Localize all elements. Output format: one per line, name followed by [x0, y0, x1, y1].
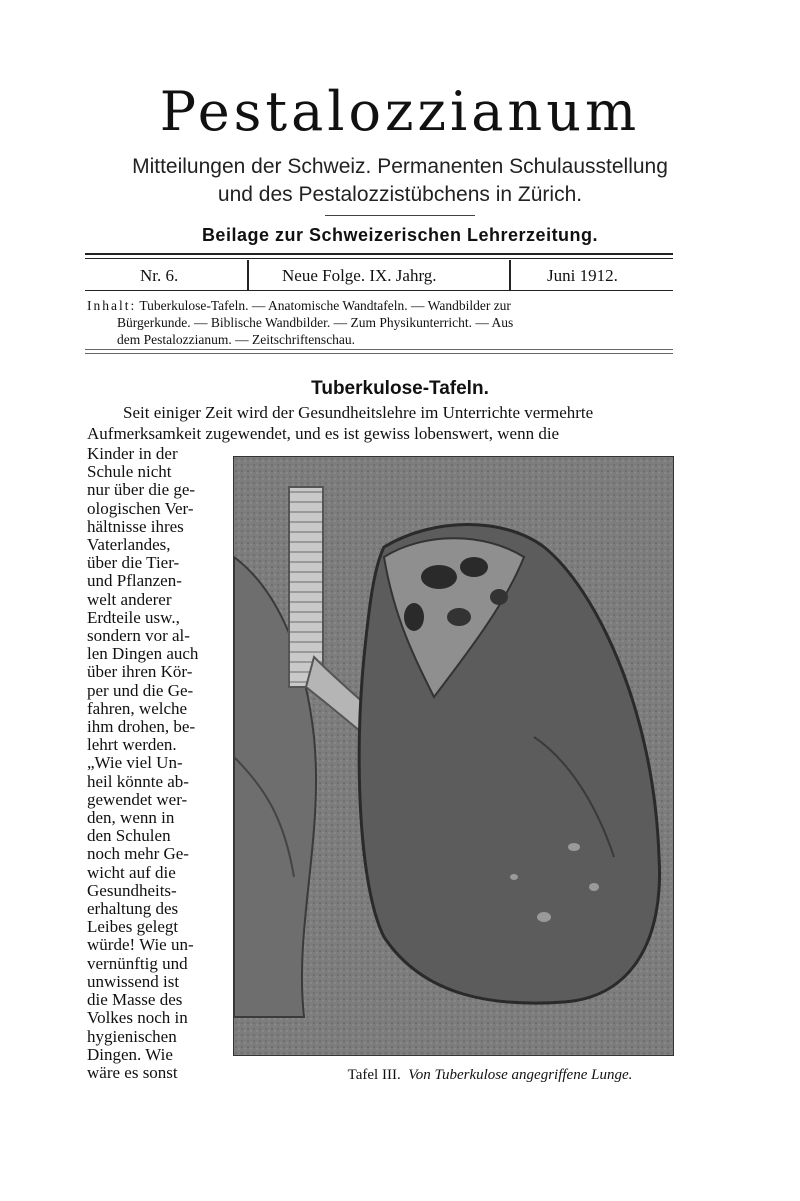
- article-title: Tuberkulose-Tafeln.: [311, 378, 489, 399]
- article-line-2: Aufmerksamkeit zugewendet, und es ist gewiss lobenswert, wenn die: [87, 424, 560, 443]
- masthead-divider-left: [247, 260, 249, 291]
- contents-line3: dem Pestalozzianum. — Zeitschriftenschau.: [117, 332, 356, 347]
- column-line: über ihren Kör-: [87, 662, 193, 682]
- masthead-subtitle-line2: und des Pestalozzistübchens in Zürich.: [217, 183, 583, 206]
- contents-line1: Inhalt: Tuberkulose-Tafeln. — Anatomische Wandtafeln. — Wandbilder zur: [87, 298, 511, 313]
- contents-rule-2: [85, 353, 673, 354]
- column-line: und Pflanzen-: [87, 571, 182, 591]
- contents-label: Inhalt:: [87, 298, 137, 313]
- supplement-note: Beilage zur Schweizerischen Lehrerzeitung.: [201, 225, 599, 245]
- column-line: Leibes gelegt: [87, 917, 179, 937]
- column-line: noch mehr Ge-: [87, 844, 189, 864]
- column-line: ologischen Ver-: [87, 498, 194, 518]
- article-line-1: Seit einiger Zeit wird der Gesundheitslehre im Unterrichte vermehrte: [123, 403, 594, 422]
- column-line: Kinder in der: [87, 444, 178, 463]
- column-line: den, wenn in: [87, 808, 175, 828]
- column-line: Gesundheits-: [87, 880, 177, 900]
- figure-caption: [0, 1067, 800, 1084]
- lung-illustration: [233, 456, 674, 1056]
- column-line: Volkes noch in: [87, 1008, 188, 1028]
- column-line: fahren, welche: [87, 698, 188, 718]
- caption-text: Von Tuberkulose angegriffene Lunge.: [408, 1067, 633, 1083]
- column-line: hältnisse ihres: [87, 516, 184, 536]
- column-line: lehrt werden.: [87, 735, 177, 755]
- column-line: Dingen. Wie: [87, 1044, 173, 1064]
- column-line: gewendet wer-: [87, 789, 188, 809]
- column-line: den Schulen: [87, 826, 171, 846]
- column-line: ihm drohen, be-: [87, 717, 196, 737]
- contents-rule-1: [85, 349, 673, 350]
- column-line: wicht auf die: [87, 862, 176, 882]
- article-column: [87, 445, 209, 1082]
- column-line: die Masse des: [87, 990, 183, 1010]
- column-line: Erdteile usw.,: [87, 607, 180, 627]
- issue-number: Nr. 6.: [140, 266, 179, 285]
- column-line: heil könnte ab-: [87, 771, 189, 791]
- masthead-rule-top: [85, 253, 673, 255]
- masthead-rule-bottom: [85, 290, 673, 291]
- masthead-subtitle-line1: Mitteilungen der Schweiz. Permanenten Schulausstellung: [132, 155, 668, 178]
- column-line: nur über die ge-: [87, 480, 196, 500]
- column-line: per und die Ge-: [87, 680, 194, 700]
- column-line: Vaterlandes,: [87, 535, 171, 555]
- table-of-contents: [87, 297, 673, 348]
- column-line: „Wie viel Un-: [87, 753, 183, 773]
- column-line: vernünftig und: [87, 953, 188, 973]
- column-line: welt anderer: [87, 589, 172, 609]
- column-line: len Dingen auch: [87, 644, 199, 664]
- masthead-rule-top-thin: [85, 258, 673, 259]
- caption-label: Tafel III.: [347, 1067, 401, 1083]
- column-line: sondern vor al-: [87, 626, 190, 646]
- short-divider: [325, 215, 475, 216]
- column-line: erhaltung des: [87, 899, 179, 919]
- issue-date: Juni 1912.: [547, 266, 618, 285]
- column-line: Schule nicht: [87, 462, 172, 482]
- column-line: über die Tier-: [87, 553, 180, 573]
- column-line: würde! Wie un-: [87, 935, 194, 955]
- column-line: wäre es sonst: [87, 1062, 178, 1082]
- contents-line2: Bürgerkunde. — Biblische Wandbilder. — Zum Physikunterricht. — Aus: [117, 315, 514, 330]
- masthead-divider-right: [509, 260, 511, 291]
- series-info: Neue Folge. IX. Jahrg.: [282, 266, 437, 285]
- column-line: hygienischen: [87, 1026, 177, 1046]
- masthead-title: Pestalozzianum: [159, 80, 641, 143]
- column-line: unwissend ist: [87, 971, 180, 991]
